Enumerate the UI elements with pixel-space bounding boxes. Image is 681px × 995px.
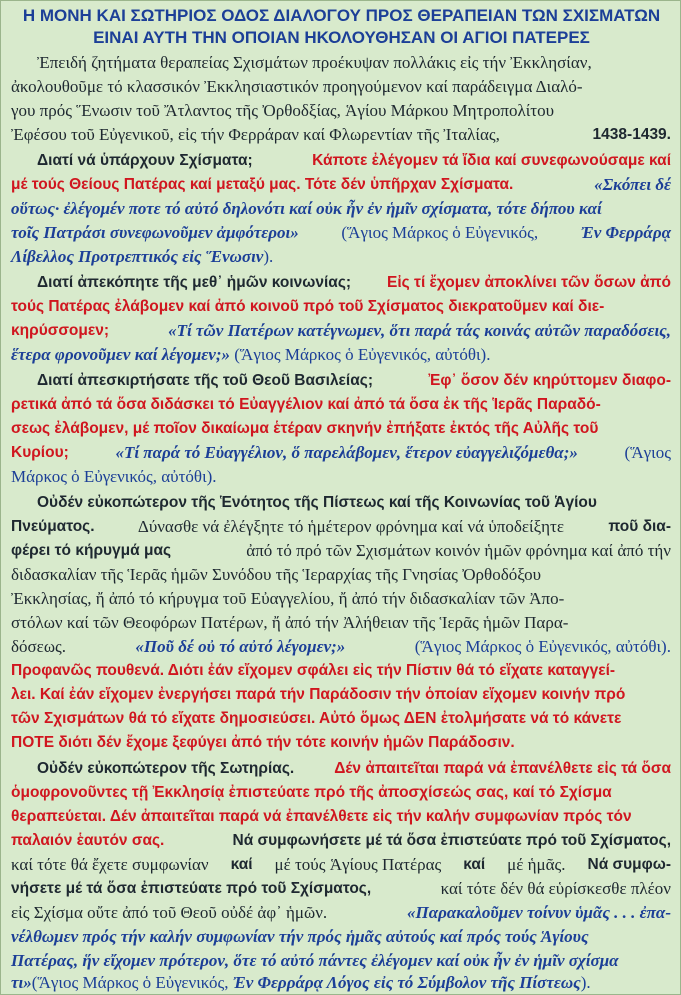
p3-line: [11, 441, 671, 465]
p1-answer: μέ τούς Θείους Πατέρας καί μεταξύ μας. Τότε δέν ὑπῆρχαν Σχίσματα.: [11, 176, 514, 193]
p5-citation: «Παρακαλοῦμεν τοίνυν ὑμᾶς . . . ἐπα-: [402, 903, 671, 922]
p1-line: [11, 197, 671, 221]
p2-citation: «Τί τῶν Πατέρων κατέγνωμεν, ὅτι παρά τάς κοινάς αὐτῶν παραδόσεις,: [163, 321, 671, 340]
p4-line: [37, 491, 671, 515]
p3-line: [11, 465, 671, 489]
p3-line: [11, 393, 671, 417]
p4-heading: Πνεύματος.: [11, 518, 95, 535]
p5-line: [11, 971, 671, 995]
title-line-1: Η ΜΟΝΗ ΚΑΙ ΣΩΤΗΡΙΟΣ ΟΔΟΣ ΔΙΑΛΟΓΟΥ ΠΡΟΣ ΘΕΡΑΠΕΙΑΝ ΤΩΝ ΣΧΙΣΜΑΤΩΝ: [22, 6, 661, 25]
p4-line: [11, 731, 671, 755]
p2-line: [37, 271, 671, 295]
p4-bold: φέρει τό κήρυγμά μας: [11, 542, 172, 559]
intro-text: ἀκολουθοῦμε τό κλασσικόν Ἐκκλησιαστικόν προηγούμενον καί παράδειγμα Διαλό-: [11, 77, 583, 96]
p5-text: μέ ἡμᾶς.: [502, 855, 566, 874]
p5-red: θεραπεύεται. Δέν ἀπαιτεῖται παρά νά ἐπανέλθετε εἰς τήν καλήν συμφωνίαν πρός τόν: [11, 808, 632, 825]
p5-red: ὁμοφρονοῦντες τῇ Ἐκκλησίᾳ ἐπιστεύατε πρό τῆς ἀποσχίσεώς σας, καί τό Σχίσμα: [11, 784, 612, 801]
p4-red: λει. Καί ἐάν εἴχομεν ἐνεργήσει παρά τήν Παράδοσιν τήν ὁποίαν εἴχομεν κοινήν πρό: [11, 686, 626, 703]
p5-bold: νήσετε μέ τά ὅσα ἐπιστεύατε πρό τοῦ Σχίσματος,: [11, 880, 372, 897]
p3-source: (Ἅγιος: [620, 443, 671, 462]
p5-text: καί τότε δέν θά εὑρίσκεσθε πλέον: [436, 879, 671, 898]
p2-answer: κηρύσσομεν;: [11, 322, 110, 339]
p4-line: [11, 683, 671, 707]
p5-source-title: Ἐν Φερράρᾳ Λόγος εἰς τό Σύμβολον τῆς Πίστεως: [228, 973, 581, 992]
p3-answer: ρετικά ἀπό τά ὅσα διδάσκει τό Εὐαγγέλιον καί ἀπό τά ὅσα ἐκ τῆς Ἱερᾶς Παραδό-: [11, 396, 601, 413]
p4-line: [11, 563, 671, 587]
intro-line: [37, 51, 671, 75]
intro-text: γου πρός Ἕνωσιν τοῦ Ἄτλαντος τῆς Ὀρθοδξίας, Ἁγίου Μάρκου Μητροπολίτου: [11, 101, 555, 120]
p1-line: [11, 173, 671, 197]
p1-citation: οὕτως· ἐλέγομέν ποτε τό αὐτό δηλονότι καί οὐκ ἦν ἐν ἡμῖν σχίσματα, τότε δήπου καί: [11, 199, 602, 218]
p3-answer: σεως ἐλάβομεν, μέ ποῖον δικαίωμα ἑτέραν σκηνήν ἐπήξατε ἐκτός τῆς Αὐλῆς τοῦ: [11, 420, 599, 437]
p3-citation: «Τί παρά τό Εὐαγγέλιον, ὅ παρελάβομεν, ἕτερον εὐαγγελιζόμεθα;»: [111, 443, 578, 462]
p5-line: [11, 949, 671, 973]
intro-line: [11, 75, 671, 99]
p2-citation: ἕτερα φρονοῦμεν καί λέγομεν;»: [11, 345, 230, 364]
p5-bold: καί: [458, 856, 486, 873]
p5-bold: Νά συμφωνήσετε μέ τά ὅσα ἐπιστεύατε πρό τοῦ Σχίσματος,: [228, 832, 671, 849]
p1-source: (Ἅγιος Μάρκος ὁ Εὐγενικός,: [337, 223, 539, 242]
intro-line: [11, 123, 671, 147]
p5-line: [11, 877, 671, 901]
p3-answer: Κυρίου;: [11, 444, 69, 461]
p4-red: Προφανῶς πουθενά. Διότι ἐάν εἴχομεν σφάλει εἰς τήν Πίστιν θά τό εἴχατε καταγγεί-: [11, 662, 616, 679]
p5-source-end: ).: [580, 973, 591, 992]
p4-line: [11, 515, 671, 539]
p3-source: Μάρκος ὁ Εὐγενικός, αὐτόθι).: [11, 467, 217, 486]
p5-line: [37, 757, 671, 781]
p4-line: [11, 635, 671, 659]
p5-line: [11, 805, 671, 829]
p5-citation: Πατέρας, ἥν εἴχομεν πρότερον, ὅτε τό αὐτό πάντες ἐλέγομεν καί οὐκ ἦν ἐν ἡμῖν σχίσμα: [11, 951, 619, 970]
p3-line: [11, 417, 671, 441]
p4-text: διδασκαλίαν τῆς Ἱερᾶς ἡμῶν Συνόδου τῆς Ἱεραρχίας τῆς Γνησίας Ὀρθοδόξου: [11, 565, 542, 584]
p4-text: ἀπό τό πρό τῶν Σχισμάτων κοινόν ἡμῶν φρόνημα καί ἀπό τήν: [242, 541, 671, 560]
p4-line: [11, 539, 671, 563]
p4-line: [11, 659, 671, 683]
p5-bold: Νά συμφω-: [583, 856, 671, 873]
p5-citation: τι»: [11, 973, 32, 992]
p3-line: [37, 369, 671, 393]
p4-heading: Οὐδέν εὐκοπώτερον τῆς Ἑνότητος τῆς Πίστεως καί τῆς Κοινωνίας τοῦ Ἁγίου: [37, 494, 597, 511]
p4-text: Ἐκκλησίας, ἤ ἀπό τό κήρυγμα τοῦ Εὐαγγελίου, ἤ ἀπό τήν διδασκαλίαν τῶν Ἀπο-: [11, 589, 565, 608]
p2-line: [11, 319, 671, 343]
p4-text: στόλων καί τῶν Θεοφόρων Πατέρων, ἤ ἀπό τήν Ἀλήθειαν τῆς Ἱερᾶς ἡμῶν Παρα-: [11, 613, 569, 632]
p2-answer: τούς Πατέρας ἐλάβομεν καί ἀπό κοινοῦ πρό τοῦ Σχίσματος διεκρατοῦμεν καί διε-: [11, 298, 605, 315]
p1-citation: «Σκόπει δέ: [589, 175, 671, 194]
p1-line: [11, 221, 671, 245]
intro-date: 1438-1439.: [588, 126, 671, 143]
p5-text: μέ τούς Ἁγίους Πατέρας: [270, 855, 442, 874]
p5-line: [11, 901, 671, 925]
p4-source: (Ἅγιος Μάρκος ὁ Εὐγενικός, αὐτόθι).: [410, 637, 671, 656]
p5-bold: καί: [226, 856, 253, 873]
p3-answer: Ἐφ᾽ ὅσον δέν κηρύττομεν διαφο-: [424, 372, 671, 389]
p4-red: τῶν Σχισμάτων θά τό εἴχατε δημοσιεύσει. Αὐτό ὅμως ΔΕΝ ἐτολμήσατε νά τό κάνετε: [11, 710, 622, 727]
p5-heading: Οὐδέν εὐκοπώτερον τῆς Σωτηρίας.: [37, 760, 295, 777]
p5-text: εἰς Σχίσμα οὔτε ἀπό τοῦ Θεοῦ οὐδέ ἀφ᾽ ἡμῶν.: [11, 903, 328, 922]
p1-answer: Κάποτε ἐλέγομεν τά ἴδια καί συνεφωνούσαμε καί: [307, 152, 671, 169]
p5-source: (Ἅγιος Μάρκος ὁ Εὐγενικός,: [31, 973, 229, 992]
p5-line: [11, 853, 671, 877]
p1-source-end: ).: [263, 247, 274, 266]
p2-line: [11, 343, 671, 367]
p2-source: (Ἅγιος Μάρκος ὁ Εὐγενικός, αὐτόθι).: [229, 345, 491, 364]
p5-text: καί τότε θά ἔχετε συμφωνίαν: [11, 855, 209, 874]
intro-text: Ἐπειδή ζητήματα θεραπείας Σχισμάτων προέκυψαν πολλάκις εἰς τήν Ἐκκλησίαν,: [37, 53, 592, 72]
p5-line: [11, 925, 671, 949]
p4-text: δόσεως.: [11, 637, 66, 656]
p1-citation: τοῖς Πατράσι συνεφωνοῦμεν ἀμφότεροι»: [11, 223, 299, 242]
p4-line: [11, 611, 671, 635]
p5-line: [11, 781, 671, 805]
intro-line: [11, 99, 671, 123]
p4-citation: «Ποῦ δέ οὐ τό αὐτό λέγομεν;»: [131, 637, 346, 656]
p1-line: [37, 149, 671, 173]
p4-line: [11, 587, 671, 611]
p4-bold: ποῦ δια-: [604, 518, 671, 535]
p5-red: παλαιόν ἑαυτόν σας.: [11, 832, 165, 849]
p1-line: [11, 245, 671, 269]
p1-question: Διατί νά ὑπάρχουν Σχίσματα;: [37, 152, 253, 169]
p4-red: ΠΟΤΕ διότι δέν ἔχομε ξεφύγει ἀπό τήν τότε κοινήν ἡμῶν Παράδοσιν.: [11, 734, 515, 751]
p5-red: Δέν ἀπαιτεῖται παρά νά ἐπανέλθετε εἰς τά ὅσα: [330, 760, 671, 777]
p2-question: Διατί ἀπεκόπητε τῆς μεθ᾽ ἡμῶν κοινωνίας;: [37, 274, 352, 291]
intro-text: Ἐφέσου τοῦ Εὐγενικοῦ, εἰς τήν Φερράραν καί Φλωρεντίαν τῆς Ἰταλίας,: [11, 125, 500, 144]
p1-source-title: Λίβελλος Προτρεπτικός εἰς Ἕνωσιν: [11, 247, 264, 266]
p1-source-title: Ἐν Φερράρᾳ: [576, 223, 671, 242]
p2-line: [11, 295, 671, 319]
p3-question: Διατί ἀπεσκιρτήσατε τῆς τοῦ Θεοῦ Βασιλείας;: [37, 372, 373, 389]
p2-answer: Εἰς τί ἔχομεν ἀποκλίνει τῶν ὅσων ἀπό: [382, 274, 671, 291]
p5-line: [11, 829, 671, 853]
p4-text: Δύνασθε νά ἐλέγξητε τό ἡμέτερον φρόνημα καί νά ὑποδείξητε: [134, 517, 565, 536]
title-line-2: ΕΙΝΑΙ ΑΥΤΗ ΤΗΝ ΟΠΟΙΑΝ ΗΚΟΛΟΥΘΗΣΑΝ ΟΙ ΑΓΙΟΙ ΠΑΤΕΡΕΣ: [93, 28, 590, 47]
p5-citation: νέλθωμεν πρός τήν καλήν συμφωνίαν τήν πρός ἡμᾶς αὐτούς καί πρός τούς Ἁγίους: [11, 927, 589, 946]
p4-line: [11, 707, 671, 731]
